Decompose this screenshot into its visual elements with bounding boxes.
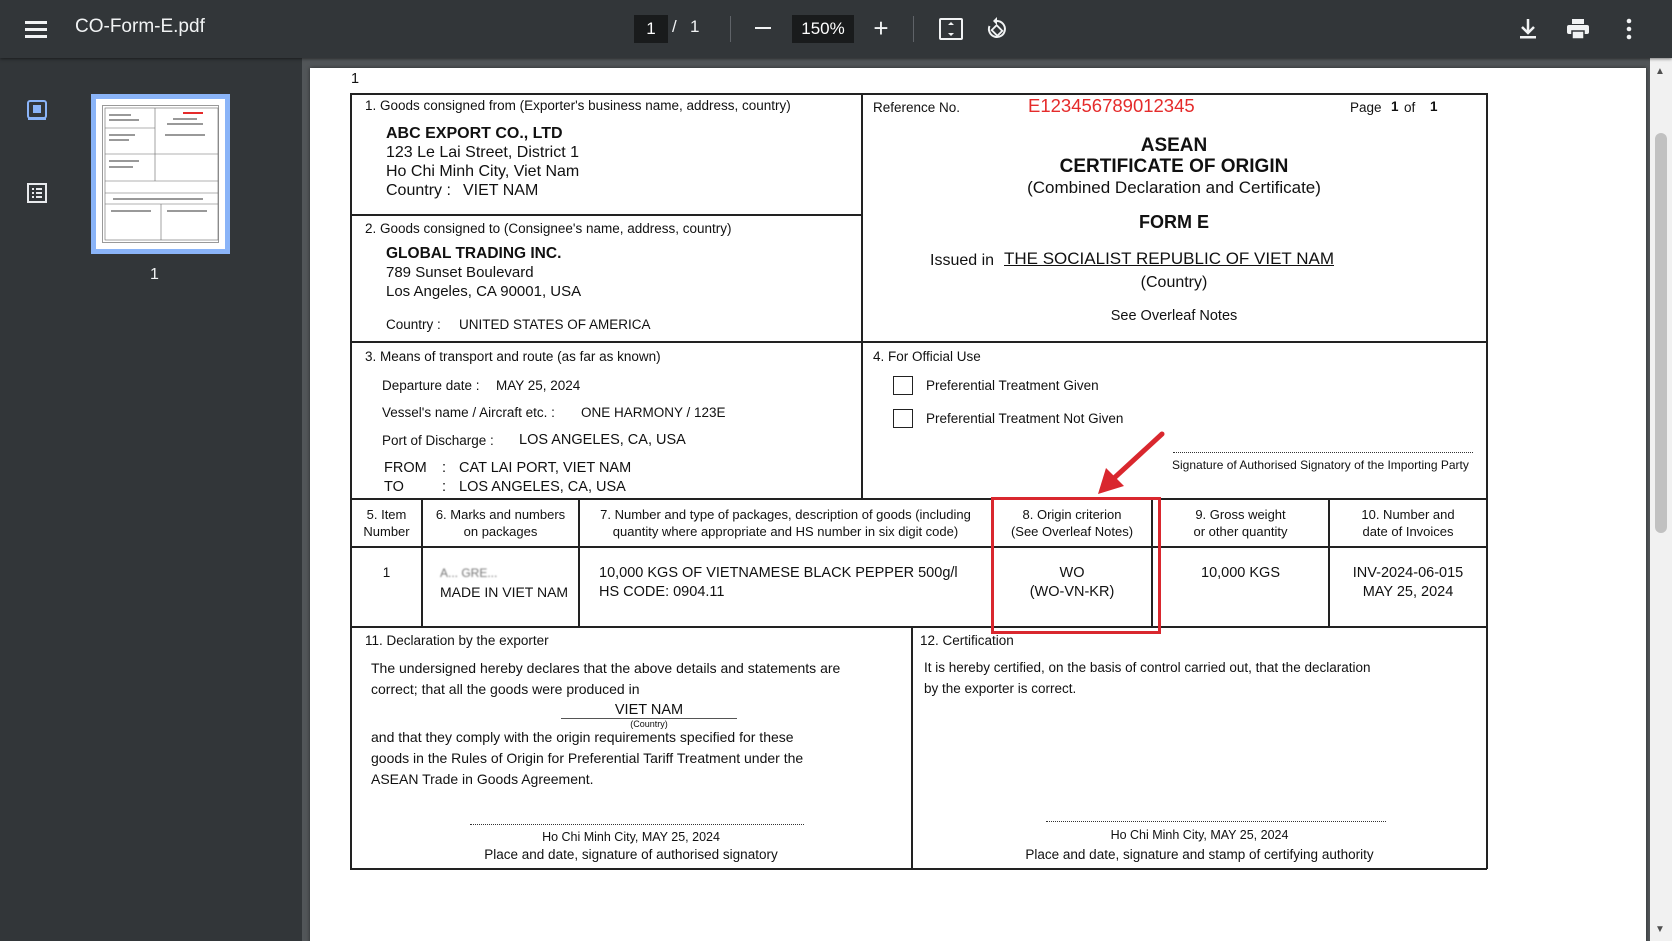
frame-right (1486, 93, 1488, 869)
declaration-country: VIET NAM (561, 702, 737, 719)
divider-box3 (350, 498, 1487, 500)
preferential-given-label: Preferential Treatment Given (926, 378, 1099, 393)
exporter-country-label: Country : (386, 182, 451, 199)
consignee-address2: Los Angeles, CA 90001, USA (386, 283, 582, 300)
invoice-date: MAY 25, 2024 (1362, 584, 1454, 600)
title-certificate: CERTIFICATE OF ORIGIN (1059, 156, 1289, 177)
fit-page-icon[interactable] (935, 13, 967, 45)
col10-header-2: date of Invoices (1362, 524, 1454, 539)
importer-signature-line (1173, 452, 1473, 453)
divider-box2 (350, 341, 1487, 343)
col9-header-1: 9. Gross weight (1195, 507, 1286, 522)
marks-blurred: A... GRE... (440, 566, 498, 580)
exporter-place-date: Ho Chi Minh City, MAY 25, 2024 (542, 830, 720, 844)
page-label: Page (1350, 100, 1382, 115)
declaration-text-5: ASEAN Trade in Goods Agreement. (371, 771, 594, 787)
rotate-icon[interactable] (981, 13, 1013, 45)
consignee-address1: 789 Sunset Boulevard (386, 264, 534, 281)
col7-header-1: 7. Number and type of packages, description of goods (including (600, 507, 971, 522)
divider-headers (350, 546, 1487, 548)
vessel-label: Vessel's name / Aircraft etc. : (382, 405, 555, 420)
ref-label: Reference No. (873, 100, 961, 115)
pdf-toolbar (0, 0, 1672, 58)
consignee-name: GLOBAL TRADING INC. (386, 245, 562, 262)
download-icon[interactable] (1512, 13, 1544, 45)
authority-signature-caption: Place and date, signature and stamp of certifying authority (1025, 847, 1374, 862)
item-number: 1 (382, 565, 391, 580)
stray-mark: 1 (351, 71, 360, 87)
exporter-signature-caption: Place and date, signature of authorised signatory (484, 847, 778, 862)
preferential-not-given-checkbox[interactable] (893, 409, 913, 428)
reference-number: E123456789012345 (1028, 95, 1195, 116)
certification-text-2: by the exporter is correct. (924, 681, 1077, 696)
col6-header-1: 6. Marks and numbers (435, 507, 566, 522)
toolbar-divider (730, 16, 731, 42)
from-colon: : (442, 460, 447, 476)
document-viewport[interactable] (302, 58, 1650, 941)
menu-icon[interactable] (18, 14, 54, 44)
departure-label: Departure date : (382, 378, 480, 393)
frame-bottom (350, 868, 1487, 870)
exporter-signature-line (470, 824, 804, 825)
from-label: FROM (384, 460, 427, 476)
frame-top (350, 93, 1487, 95)
subtitle: (Combined Declaration and Certificate) (1027, 178, 1321, 197)
box3-heading: 3. Means of transport and route (as far as known) (365, 349, 661, 364)
declaration-text-2: correct; that all the goods were produced in (371, 681, 640, 697)
importer-signature-caption: Signature of Authorised Signatory of the Importing Party (1172, 458, 1469, 472)
thumbnail-page-label: 1 (150, 266, 159, 283)
page-number-input[interactable]: 1 (634, 15, 668, 43)
zoom-out-icon[interactable] (748, 13, 778, 43)
to-colon: : (442, 479, 447, 495)
authority-signature-line (1046, 821, 1386, 822)
from-port: CAT LAI PORT, VIET NAM (459, 460, 632, 476)
annotation-arrow (1090, 430, 1170, 500)
col6-header-2: on packages (463, 524, 538, 539)
scrollbar-thumb[interactable] (1655, 133, 1667, 533)
issued-label: Issued in (930, 252, 995, 269)
country-caption: (Country) (1140, 274, 1208, 291)
departure-date: MAY 25, 2024 (496, 378, 581, 393)
consignee-country: UNITED STATES OF AMERICA (459, 317, 651, 332)
authority-place-date: Ho Chi Minh City, MAY 25, 2024 (1110, 828, 1289, 842)
col5-header-2: Number (363, 524, 410, 539)
vessel-name: ONE HARMONY / 123E (581, 405, 726, 420)
consignee-country-label: Country : (386, 317, 441, 332)
declaration-text-3: and that they comply with the origin requirements specified for these (371, 729, 794, 745)
goods-description-1: 10,000 KGS OF VIETNAMESE BLACK PEPPER 500g/l (599, 565, 958, 581)
frame-left (350, 93, 352, 869)
box2-heading: 2. Goods consigned to (Consignee's name, address, country) (365, 221, 732, 236)
title-asean: ASEAN (1140, 135, 1208, 156)
declaration-country-caption: (Country) (630, 719, 668, 729)
page-separator: / (672, 17, 677, 36)
thumbnail-sidebar (0, 58, 302, 941)
print-icon[interactable] (1562, 13, 1594, 45)
page-thumbnail[interactable] (91, 94, 230, 254)
discharge-port: LOS ANGELES, CA, USA (519, 432, 686, 448)
origin-criterion-highlight (991, 497, 1161, 634)
col8-header-2: (See Overleaf Notes) (1010, 524, 1134, 539)
declaration-text-1: The undersigned hereby declares that the above details and statements are (371, 660, 841, 676)
form-name: FORM E (1139, 212, 1209, 232)
outline-icon[interactable] (22, 178, 52, 208)
box4-heading: 4. For Official Use (873, 349, 981, 364)
box1-heading: 1. Goods consigned from (Exporter's business name, address, country) (365, 98, 791, 113)
thumbnails-icon[interactable] (22, 95, 52, 125)
col7-header-2: quantity where appropriate and HS number in six digit code) (612, 524, 959, 539)
scroll-down-icon[interactable]: ▼ (1655, 924, 1665, 935)
exporter-address1: 123 Le Lai Street, District 1 (386, 144, 579, 161)
divider-row (350, 626, 1487, 628)
overleaf-notes: See Overleaf Notes (1110, 308, 1238, 324)
scroll-up-icon[interactable]: ▲ (1655, 66, 1665, 77)
page-total: 1 (690, 17, 700, 36)
col5-header-1: 5. Item (366, 507, 407, 522)
exporter-name: ABC EXPORT CO., LTD (386, 125, 563, 142)
vertical-scrollbar[interactable] (1650, 58, 1672, 941)
to-label: TO (384, 479, 404, 495)
marks-made-in: MADE IN VIET NAM (440, 584, 569, 600)
page-of: of (1404, 100, 1416, 115)
preferential-given-checkbox[interactable] (893, 376, 913, 395)
page-total-doc: 1 (1430, 99, 1438, 114)
file-name: CO-Form-E.pdf (75, 16, 205, 37)
thumbnail-preview (102, 105, 219, 243)
to-port: LOS ANGELES, CA, USA (459, 479, 626, 495)
zoom-in-icon[interactable]: + (873, 13, 889, 43)
col9-header-2: or other quantity (1193, 524, 1288, 539)
col10-header-1: 10. Number and (1361, 507, 1455, 522)
divider-box1 (350, 214, 862, 216)
page-num: 1 (1391, 99, 1399, 114)
box11-heading: 11. Declaration by the exporter (365, 633, 549, 648)
toolbar-divider (913, 16, 914, 42)
box12-heading: 12. Certification (920, 633, 1014, 648)
gross-weight: 10,000 KGS (1201, 565, 1280, 581)
origin-criterion-code: (WO-VN-KR) (1029, 584, 1115, 600)
invoice-number: INV-2024-06-015 (1352, 565, 1464, 581)
discharge-label: Port of Discharge : (382, 433, 494, 448)
certification-text-1: It is hereby certified, on the basis of control carried out, that the declaration (924, 660, 1371, 675)
declaration-text-4: goods in the Rules of Origin for Preferential Tariff Treatment under the (371, 750, 804, 766)
more-vert-icon[interactable] (1614, 13, 1644, 45)
col8-header-1: 8. Origin criterion (1022, 507, 1122, 522)
exporter-country: VIET NAM (463, 182, 539, 199)
zoom-level-input[interactable]: 150% (792, 15, 854, 43)
pdf-page (310, 68, 1646, 941)
origin-criterion: WO (1059, 565, 1085, 581)
exporter-address2: Ho Chi Minh City, Viet Nam (386, 163, 580, 180)
goods-description-2: HS CODE: 0904.11 (599, 584, 725, 600)
issued-country: THE SOCIALIST REPUBLIC OF VIET NAM (1004, 249, 1334, 268)
preferential-not-given-label: Preferential Treatment Not Given (926, 411, 1124, 426)
